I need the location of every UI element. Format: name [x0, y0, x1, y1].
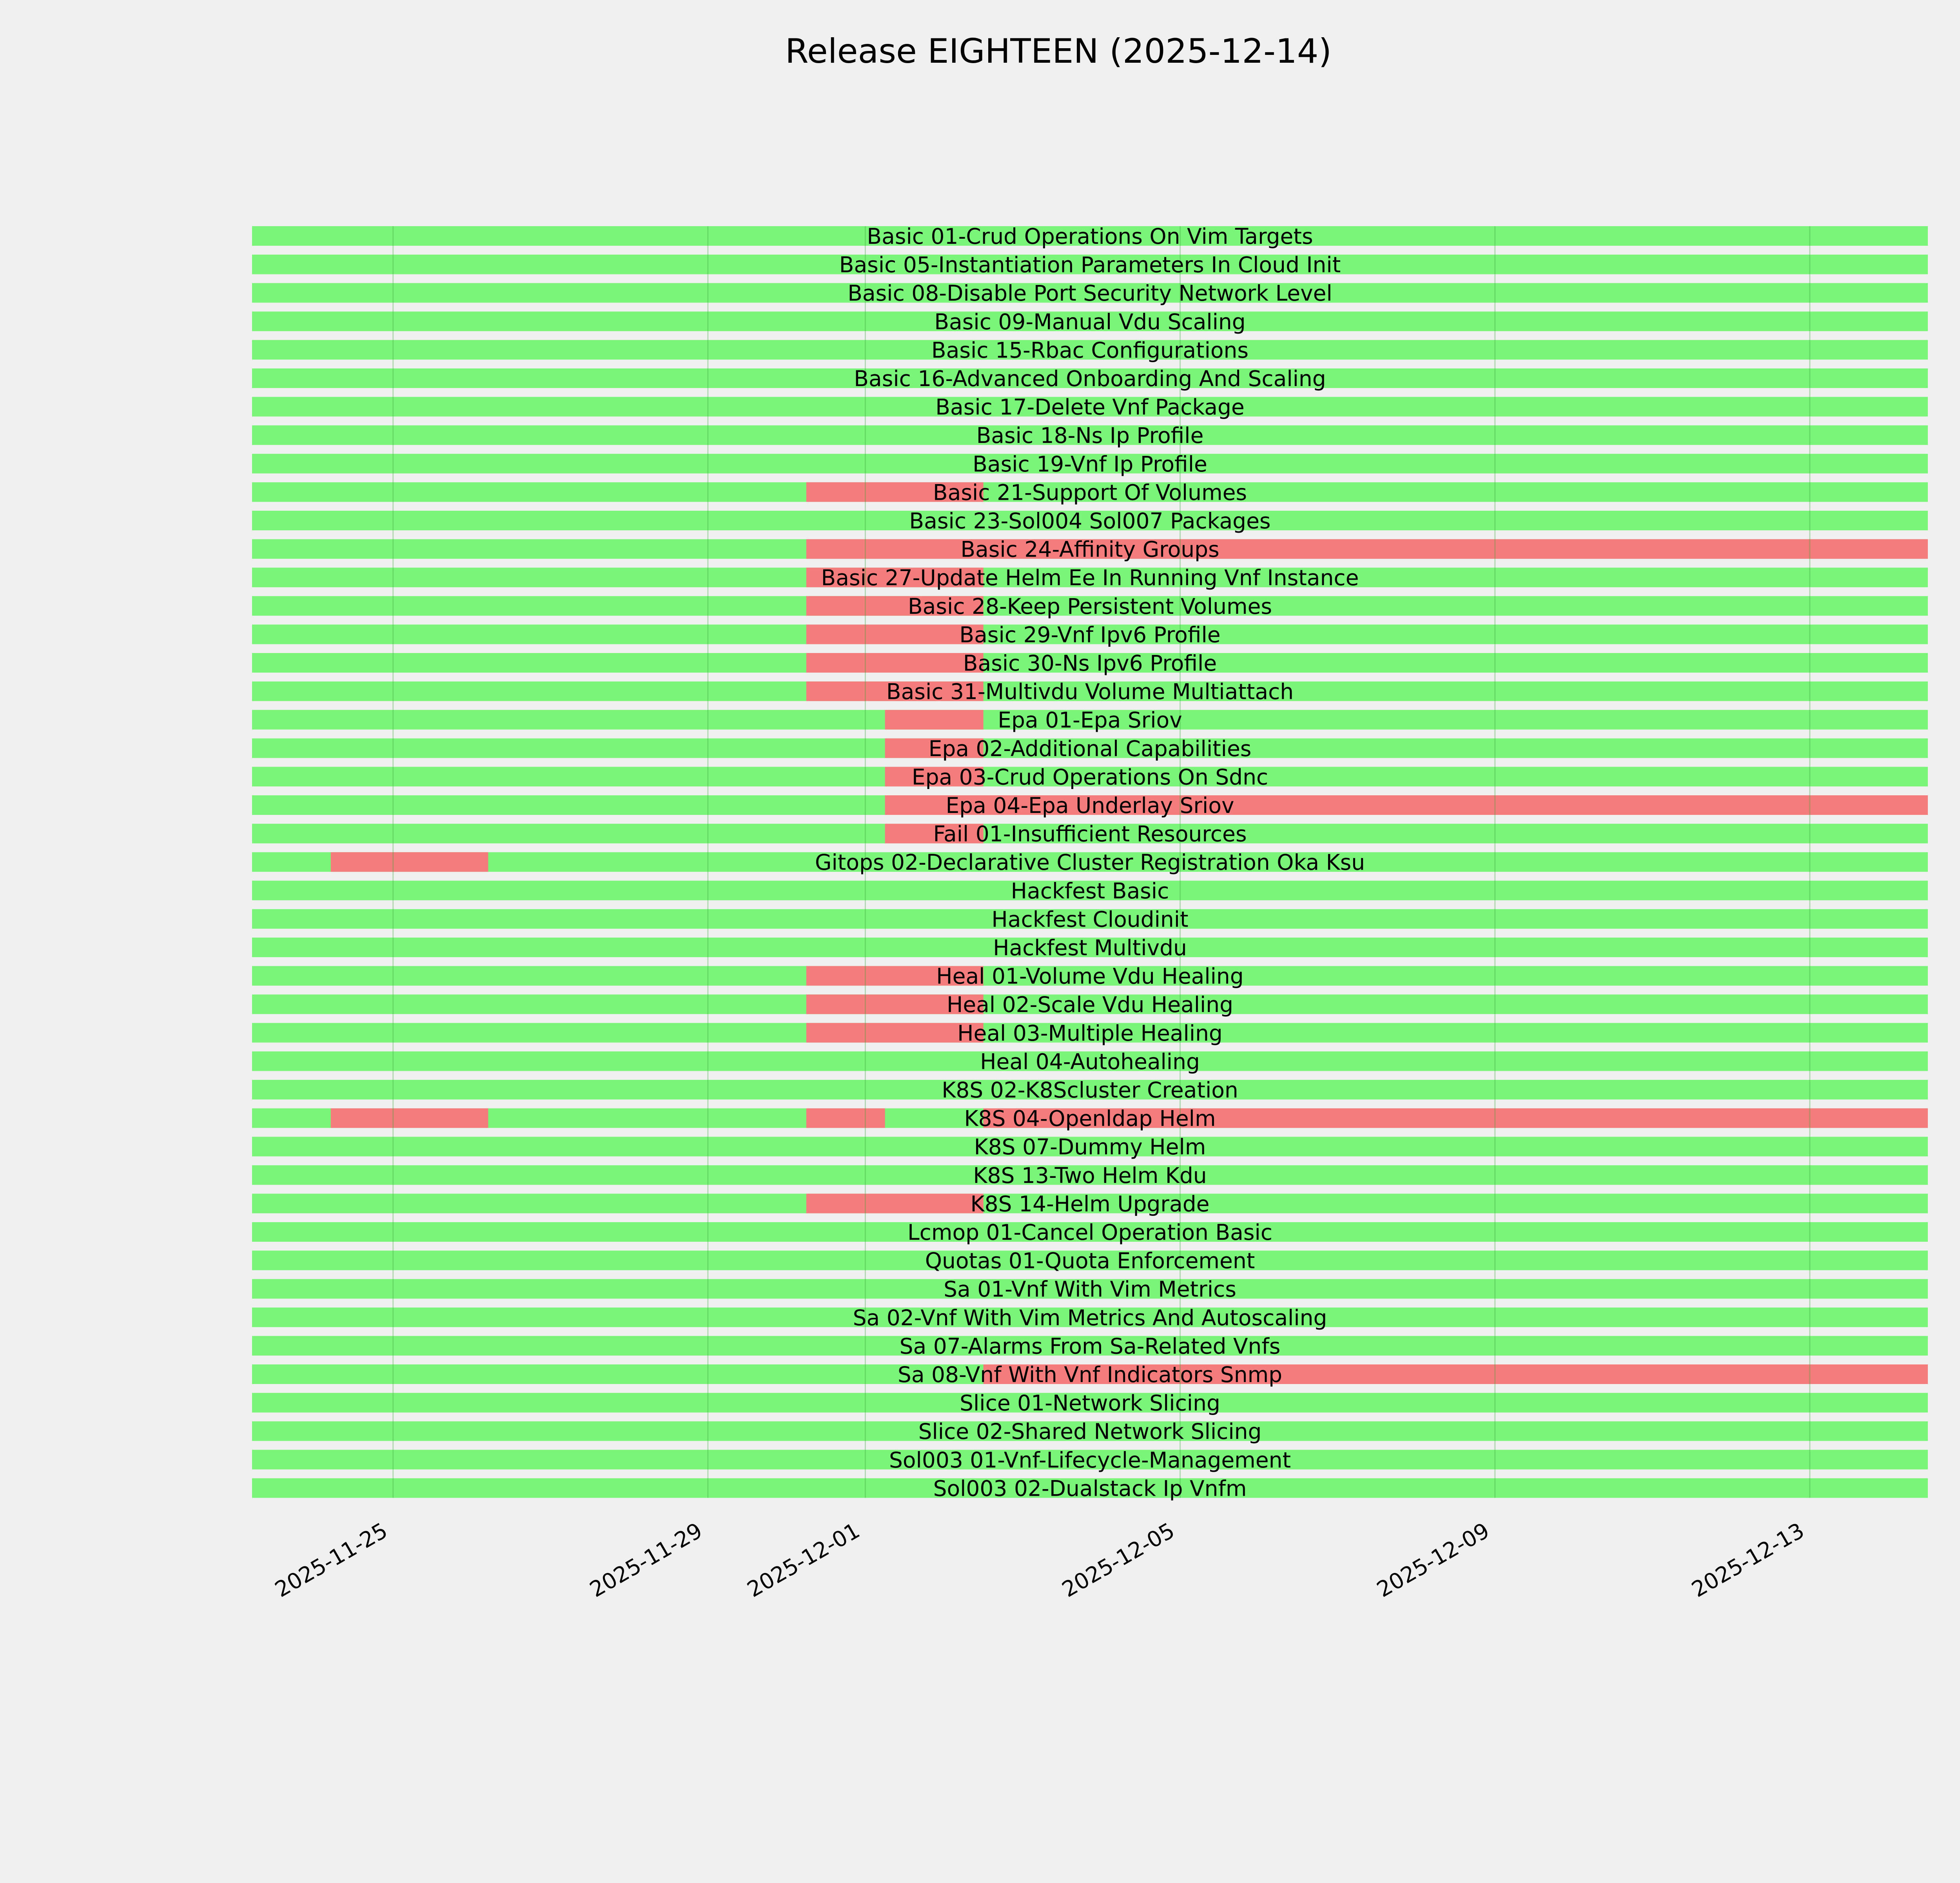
row-label: Epa 01-Epa Sriov: [998, 707, 1182, 733]
row-label: Quotas 01-Quota Enforcement: [925, 1248, 1255, 1273]
row-label: Basic 24-Affinity Groups: [960, 537, 1220, 562]
fail-bar: [806, 653, 984, 673]
row-label: Epa 04-Epa Underlay Sriov: [946, 793, 1234, 818]
row-label: Sa 08-Vnf With Vnf Indicators Snmp: [897, 1362, 1283, 1387]
row-label: Basic 21-Support Of Volumes: [933, 480, 1247, 505]
row-label: Epa 03-Crud Operations On Sdnc: [911, 764, 1269, 790]
fail-bar: [331, 1108, 488, 1128]
row-label: Basic 16-Advanced Onboarding And Scaling: [854, 366, 1326, 391]
row-label: K8S 14-Helm Upgrade: [970, 1191, 1210, 1217]
row-label: Basic 09-Manual Vdu Scaling: [934, 309, 1246, 334]
row-label: Basic 15-Rbac Configurations: [931, 337, 1249, 363]
x-tick-label: 2025-11-25: [270, 1518, 392, 1602]
row-label: Basic 05-Instantiation Parameters In Cloud Init: [839, 252, 1341, 278]
chart-title: Release EIGHTEEN (2025-12-14): [785, 32, 1332, 71]
row-label: Basic 27-Update Helm Ee In Running Vnf Instance: [821, 565, 1359, 591]
x-axis-ticks: [270, 1518, 1808, 1602]
row-label: Slice 01-Network Slicing: [960, 1390, 1220, 1416]
row-label: Sol003 02-Dualstack Ip Vnfm: [933, 1476, 1247, 1501]
fail-bar: [885, 710, 984, 729]
x-tick-label: 2025-12-01: [743, 1518, 864, 1602]
x-tick-label: 2025-12-13: [1687, 1518, 1809, 1602]
row-label: Basic 19-Vnf Ip Profile: [973, 451, 1207, 477]
row-label: Basic 18-Ns Ip Profile: [976, 423, 1204, 448]
row-label: Sa 07-Alarms From Sa-Related Vnfs: [899, 1333, 1281, 1359]
x-tick-label: 2025-12-09: [1372, 1518, 1494, 1602]
row-label: Basic 08-Disable Port Security Network Level: [848, 281, 1332, 306]
fail-bar: [806, 1194, 984, 1213]
row-label: Heal 03-Multiple Healing: [957, 1020, 1223, 1046]
row-label: Lcmop 01-Cancel Operation Basic: [907, 1220, 1272, 1245]
row-label: Hackfest Basic: [1011, 878, 1169, 903]
row-label: Basic 30-Ns Ipv6 Profile: [963, 651, 1217, 676]
row-label: Basic 29-Vnf Ipv6 Profile: [959, 622, 1221, 648]
row-label: Slice 02-Shared Network Slicing: [918, 1419, 1262, 1444]
row-label: Fail 01-Insufficient Resources: [933, 821, 1247, 847]
row-label: Basic 23-Sol004 Sol007 Packages: [909, 508, 1271, 533]
row-label: Gitops 02-Declarative Cluster Registration Oka Ksu: [815, 850, 1365, 875]
row-label: Sa 01-Vnf With Vim Metrics: [944, 1277, 1236, 1302]
row-label: Hackfest Cloudinit: [991, 907, 1189, 932]
row-label: Sol003 01-Vnf-Lifecycle-Management: [889, 1447, 1291, 1473]
row-label: K8S 07-Dummy Helm: [974, 1134, 1206, 1160]
row-label: Basic 17-Delete Vnf Package: [935, 394, 1245, 420]
row-label: Hackfest Multivdu: [993, 935, 1187, 960]
x-tick-label: 2025-12-05: [1058, 1518, 1179, 1602]
x-tick-label: 2025-11-29: [585, 1518, 707, 1602]
row-label: K8S 04-Openldap Helm: [964, 1106, 1216, 1131]
row-label: K8S 02-K8Scluster Creation: [942, 1078, 1238, 1103]
row-label: K8S 13-Two Helm Kdu: [973, 1163, 1207, 1188]
row-label: Heal 04-Autohealing: [980, 1049, 1200, 1074]
row-label: Basic 01-Crud Operations On Vim Targets: [867, 224, 1313, 249]
fail-bar: [806, 1108, 885, 1128]
fail-bar: [806, 624, 984, 644]
row-label: Basic 28-Keep Persistent Volumes: [907, 593, 1272, 619]
row-label: Heal 01-Volume Vdu Healing: [936, 963, 1244, 989]
row-label: Epa 02-Additional Capabilities: [928, 736, 1252, 761]
fail-bar: [806, 1023, 984, 1043]
row-label: Sa 02-Vnf With Vim Metrics And Autoscaling: [853, 1305, 1327, 1330]
row-label: Basic 31-Multivdu Volume Multiattach: [886, 679, 1294, 704]
fail-bar: [331, 852, 488, 872]
row-label: Heal 02-Scale Vdu Healing: [946, 992, 1234, 1018]
